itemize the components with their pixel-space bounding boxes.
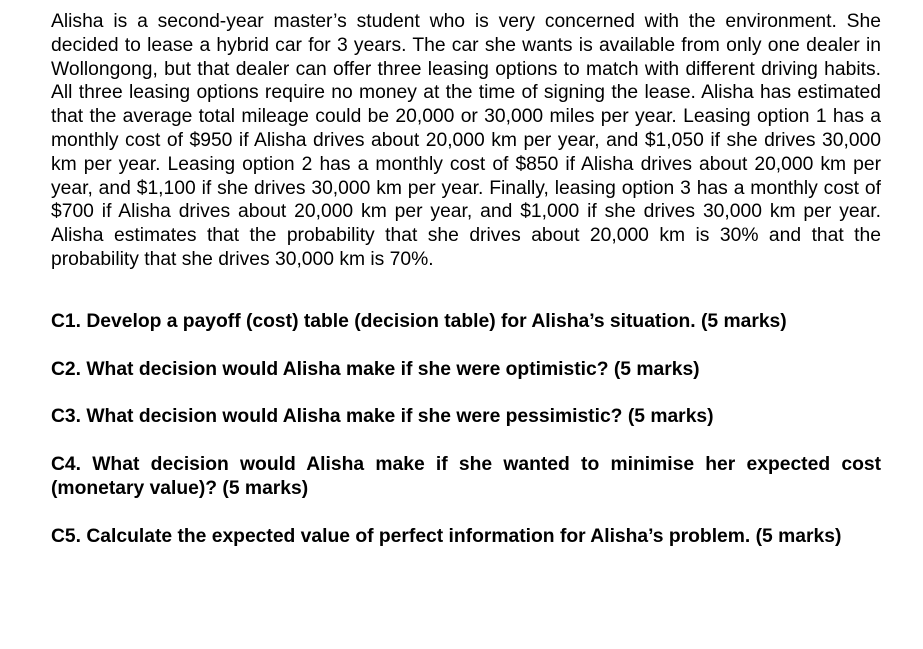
question-c4: C4. What decision would Alisha make if she wanted to minimise her expected cost (monetary value)? (5 marks) [51, 454, 881, 499]
question-c3: C3. What decision would Alisha make if she were pessimistic? (5 marks) [51, 406, 714, 428]
question-list [51, 310, 881, 549]
document-body [51, 10, 881, 549]
question-c2: C2. What decision would Alisha make if she were optimistic? (5 marks) [51, 358, 700, 380]
intro-paragraph: Alisha is a second-year master’s student who is very concerned with the environment. She decided to lease a hybrid car for 3 years. The car she wants is available from only one dealer in Wollongong, but that dealer can offer three leasing options to match with different driving habits. All three leasing options require no money at the time of signing the lease. Alisha has estimated that the average total mileage could be 20,000 or 30,000 miles per year. Leasing option 1 has a monthly cost of $950 if Alisha drives about 20,000 km per year, and $1,050 if she drives 30,000 km per year. Leasing option 2 has a monthly cost of $850 if Alisha drives about 20,000 km per year, and $1,100 if she drives 30,000 km per year. Finally, leasing option 3 has a monthly cost of $700 if Alisha drives about 20,000 km per year, and $1,000 if she drives 30,000 km per year. Alisha estimates that the probability that she drives about 20,000 km is 30% and that the probability that she drives 30,000 km is 70%. [51, 11, 881, 270]
question-c5: C5. Calculate the expected value of perfect information for Alisha’s problem. (5 marks) [51, 525, 842, 547]
question-c1: C1. Develop a payoff (cost) table (decision table) for Alisha’s situation. (5 marks) [51, 310, 787, 332]
